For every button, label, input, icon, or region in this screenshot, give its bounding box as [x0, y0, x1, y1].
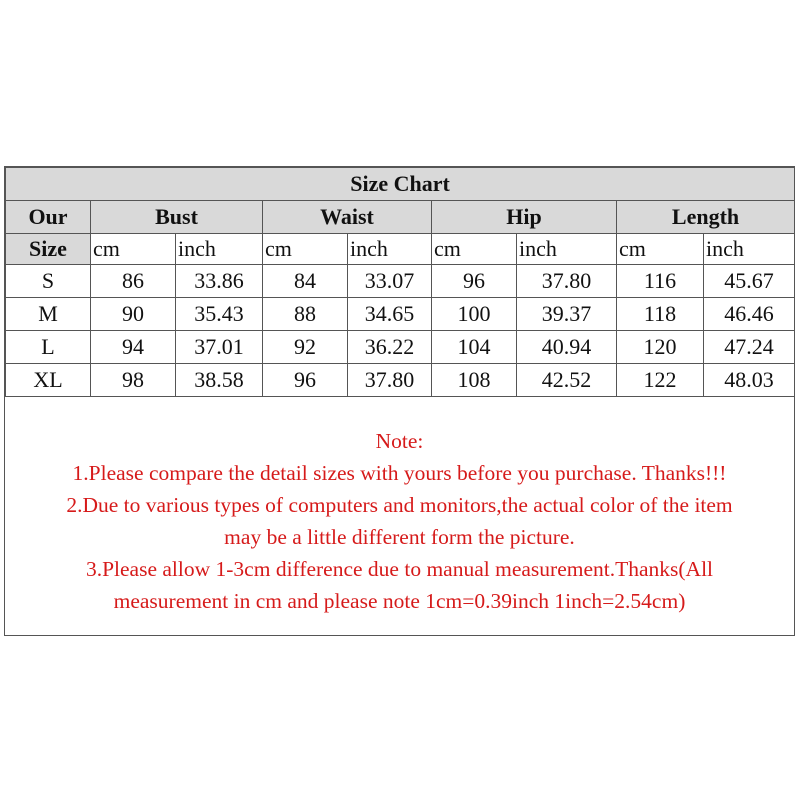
length-inch-cell: 46.46	[704, 298, 795, 331]
size-cell: M	[6, 298, 91, 331]
table-row	[6, 298, 795, 331]
unit-inch: inch	[517, 234, 617, 265]
waist-cm-cell: 92	[263, 331, 348, 364]
table-row	[6, 364, 795, 397]
length-inch-cell: 48.03	[704, 364, 795, 397]
unit-inch: inch	[348, 234, 432, 265]
length-cm-cell: 120	[617, 331, 704, 364]
size-cell: S	[6, 265, 91, 298]
waist-inch-cell: 33.07	[348, 265, 432, 298]
unit-cm: cm	[617, 234, 704, 265]
our-label: Our	[6, 201, 91, 234]
length-inch-cell: 45.67	[704, 265, 795, 298]
table-row	[6, 265, 795, 298]
bust-cm-cell: 94	[91, 331, 176, 364]
group-header-bust: Bust	[91, 201, 263, 234]
hip-cm-cell: 108	[432, 364, 517, 397]
unit-inch: inch	[704, 234, 795, 265]
notes-section	[5, 425, 794, 617]
waist-inch-cell: 36.22	[348, 331, 432, 364]
waist-inch-cell: 37.80	[348, 364, 432, 397]
waist-cm-cell: 84	[263, 265, 348, 298]
bust-cm-cell: 90	[91, 298, 176, 331]
hip-inch-cell: 39.37	[517, 298, 617, 331]
unit-inch: inch	[176, 234, 263, 265]
unit-cm: cm	[432, 234, 517, 265]
hip-cm-cell: 96	[432, 265, 517, 298]
note-line: measurement in cm and please note 1cm=0.39inch 1inch=2.54cm)	[113, 589, 686, 613]
bust-inch-cell: 38.58	[176, 364, 263, 397]
size-label: Size	[6, 234, 91, 265]
hip-inch-cell: 37.80	[517, 265, 617, 298]
bust-inch-cell: 37.01	[176, 331, 263, 364]
table-row	[6, 331, 795, 364]
waist-inch-cell: 34.65	[348, 298, 432, 331]
unit-cm: cm	[263, 234, 348, 265]
size-cell: L	[6, 331, 91, 364]
group-header-waist: Waist	[263, 201, 432, 234]
hip-inch-cell: 40.94	[517, 331, 617, 364]
size-cell: XL	[6, 364, 91, 397]
note-line: 1.Please compare the detail sizes with yours before you purchase. Thanks!!!	[72, 461, 727, 485]
length-cm-cell: 122	[617, 364, 704, 397]
hip-cm-cell: 100	[432, 298, 517, 331]
hip-inch-cell: 42.52	[517, 364, 617, 397]
waist-cm-cell: 96	[263, 364, 348, 397]
note-heading: Note:	[375, 429, 424, 453]
size-chart	[4, 166, 795, 636]
length-inch-cell: 47.24	[704, 331, 795, 364]
table-title: Size Chart	[6, 168, 795, 201]
note-line: may be a little different form the picture.	[224, 525, 575, 549]
note-line: 3.Please allow 1-3cm difference due to manual measurement.Thanks(All	[85, 557, 714, 581]
length-cm-cell: 116	[617, 265, 704, 298]
bust-inch-cell: 33.86	[176, 265, 263, 298]
bust-inch-cell: 35.43	[176, 298, 263, 331]
bust-cm-cell: 86	[91, 265, 176, 298]
length-cm-cell: 118	[617, 298, 704, 331]
bust-cm-cell: 98	[91, 364, 176, 397]
unit-cm: cm	[91, 234, 176, 265]
waist-cm-cell: 88	[263, 298, 348, 331]
group-header-length: Length	[617, 201, 795, 234]
group-header-hip: Hip	[432, 201, 617, 234]
note-line: 2.Due to various types of computers and monitors,the actual color of the item	[66, 493, 733, 517]
hip-cm-cell: 104	[432, 331, 517, 364]
size-table	[5, 167, 795, 397]
